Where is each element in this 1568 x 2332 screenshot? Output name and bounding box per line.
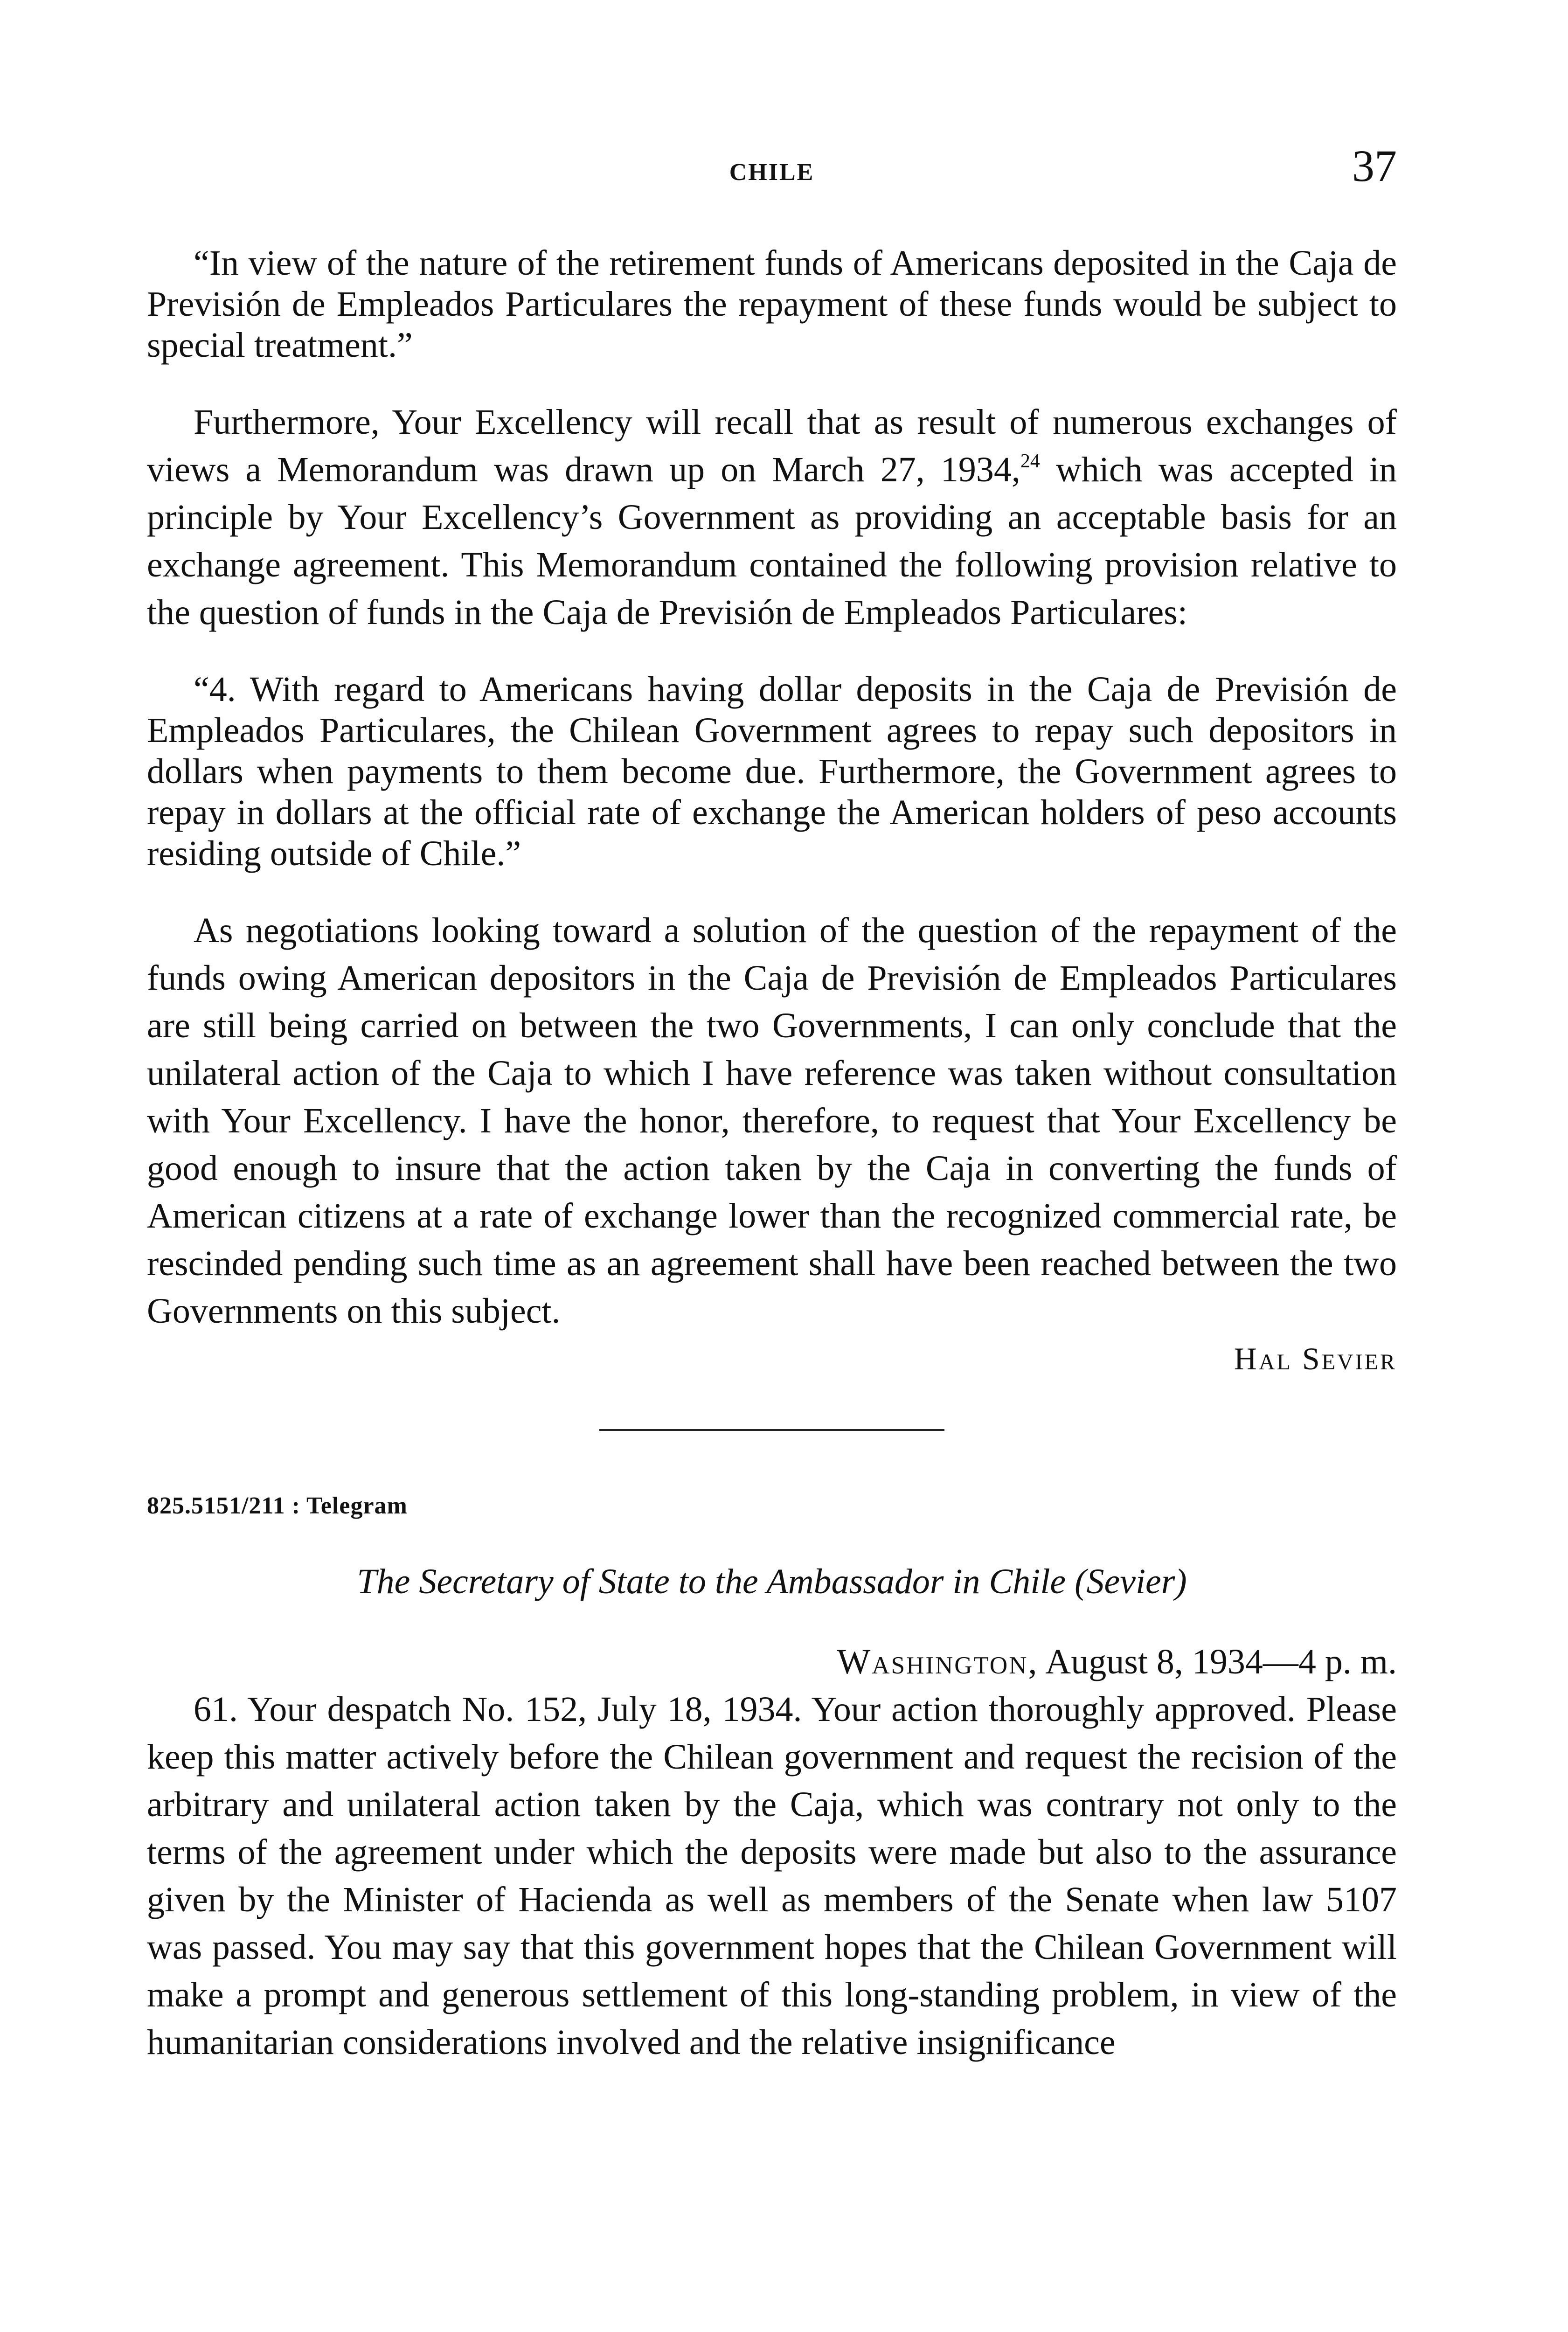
paragraph-memorandum-text-a: Furthermore, Your Excellency will recall that as result of numerous exchanges of views a Memorandum was drawn up on March 27, 1934, (147, 403, 1397, 489)
page-number: 37 (1352, 141, 1397, 191)
section-divider (599, 1429, 944, 1431)
running-head: CHILE (729, 159, 815, 186)
paragraph-quote-4: “4. With regard to Americans having dollar deposits in the Caja de Previsión de Empleados Particulares, the Chilean Government agrees to repay such depositors in dollars when payments to them become due. Furthermore, the Government agrees to repay in dollars at the official rate of exchange the American holders of peso accounts residing outside of Chile.” (147, 670, 1397, 873)
dateline (147, 1638, 1397, 1686)
main-text (147, 243, 1397, 2066)
dateline-place: Washington, (837, 1642, 1039, 1681)
paragraph-memorandum (147, 398, 1397, 636)
page-header (147, 140, 1397, 191)
paragraph-quote-1: “In view of the nature of the retirement funds of Americans deposited in the Caja de Previsión de Empleados Particulares the repayment of these funds would be subject to special treatment.” (147, 243, 1397, 365)
dateline-date: August 8, 1934—4 p. m. (1038, 1642, 1397, 1681)
paragraph-memorandum-text-b: which was accepted in principle by Your Excellency’s Government as providing an acceptable basis for an exchange agreement. This Memorandum contained the following provision relative to the question of funds in the Caja de Previsión de Empleados Particulares: (147, 450, 1397, 632)
signature: Hal Sevier (1234, 1341, 1397, 1376)
document-id: 825.5151/211 : Telegram (147, 1492, 408, 1519)
footnote-reference: 24 (1020, 451, 1040, 472)
document-title: The Secretary of State to the Ambassador in Chile (Sevier) (357, 1562, 1187, 1601)
paragraph-negotiations: As negotiations looking toward a solution of the question of the repayment of the funds owing American depositors in the Caja de Previsión de Empleados Particulares are still being carried on between the two Governments, I can only conclude that the unilateral action of the Caja to which I have reference was taken without consultation with Your Excellency. I have the honor, therefore, to request that Your Excellency be good enough to insure that the action taken by the Caja in converting the funds of American citizens at a rate of exchange lower than the recognized commercial rate, be rescinded pending such time as an agreement shall have been reached between the two Governments on this subject. (147, 911, 1397, 1331)
telegram-body: 61. Your despatch No. 152, July 18, 1934. Your action thoroughly approved. Please keep this matter actively before the Chilean government and request the recision of the arbitrary and unilateral action taken by the Caja, which was contrary not only to the terms of the agreement under which the deposits were made but also to the assurance given by the Minister of Hacienda as well as members of the Senate when law 5107 was passed. You may say that this government hopes that the Chilean Government will make a prompt and generous settlement of this long-standing problem, in view of the humanitarian considerations involved and the relative insignificance (147, 1690, 1397, 2062)
